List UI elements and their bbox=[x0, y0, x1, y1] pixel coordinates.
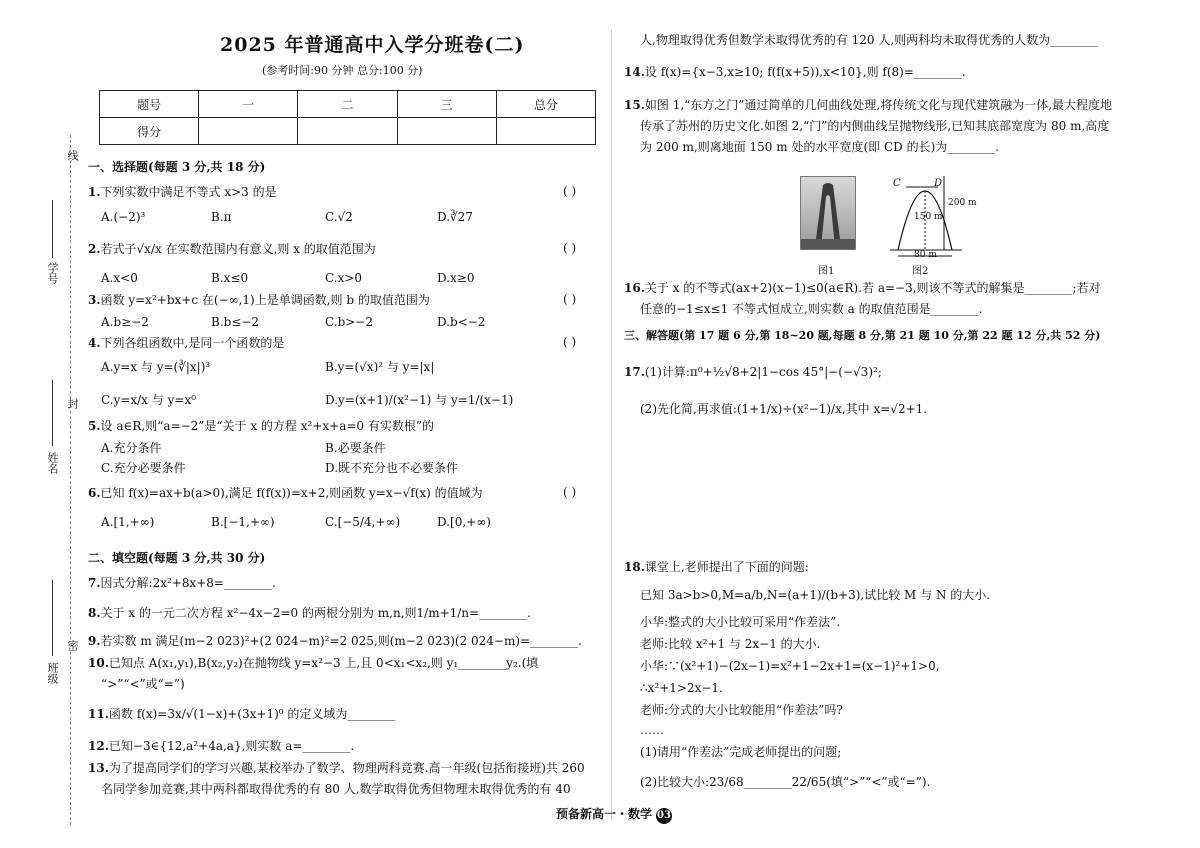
q18-line-7: 老师:分式的大小比较能用“作差法”吗? bbox=[640, 703, 843, 717]
q2-text: 若式子√x/x 在实数范围内有意义,则 x 的取值范围为 bbox=[100, 242, 376, 256]
q5-text: 设 a∈R,则“a=−2”是“关于 x 的方程 x²+x+a=0 有实数根”的 bbox=[100, 419, 434, 433]
q13-continued-2: 人,物理取得优秀但数学未取得优秀的有 120 人,则两科均未取得优秀的人数为________ bbox=[640, 33, 1099, 47]
q1-option-d[interactable]: D.∛27 bbox=[437, 210, 473, 224]
q10-text: 已知点 A(x₁,y₁),B(x₂,y₂)在抛物线 y=x²−3 上,且 0<x₁<x₂,则 y₁________y₂.(填 bbox=[108, 656, 539, 670]
figure2-caption: 图2 bbox=[912, 266, 929, 277]
q10-number: 10. bbox=[88, 656, 109, 670]
q4-stem bbox=[88, 335, 284, 351]
table-cell: 总分 bbox=[496, 91, 595, 118]
score-input-cell[interactable] bbox=[496, 118, 595, 145]
score-input-cell[interactable] bbox=[298, 118, 397, 145]
q3-option-b[interactable]: B.b≤−2 bbox=[211, 315, 260, 329]
q6-text: 已知 f(x)=ax+b(a>0),满足 f(f(x))=x+2,则函数 y=x−√f(x) 的值域为 bbox=[100, 486, 483, 500]
table-cell: 题号 bbox=[100, 91, 199, 118]
q4-number: 4. bbox=[88, 336, 101, 350]
q15-number: 15. bbox=[624, 98, 645, 112]
figure1-caption: 图1 bbox=[818, 266, 835, 277]
q18-line-10: (2)比较大小:23/68________22/65(填“>”“<”或“=”). bbox=[640, 775, 931, 789]
q16-text: 关于 x 的不等式(ax+2)(x−1)≤0(a∈R).若 a=−3,则该不等式的解集是________;若对 bbox=[644, 281, 1101, 295]
class-field[interactable] bbox=[52, 580, 53, 656]
q15-continued-2: 为 200 m,则离地面 150 m 处的水平宽度(即 CD 的长)为________. bbox=[640, 140, 1000, 154]
q4-text: 下列各组函数中,是同一个函数的是 bbox=[100, 336, 285, 350]
section2-heading: 二、填空题(每题 3 分,共 30 分) bbox=[88, 551, 266, 565]
q17-part1-text: (1)计算:π⁰+½√8+2|1−cos 45°|−(−√3)²; bbox=[644, 365, 882, 379]
bind-mark-mi: 密 bbox=[66, 640, 79, 651]
q6-option-b[interactable]: B.[−1,+∞) bbox=[211, 515, 275, 529]
q8-number: 8. bbox=[88, 606, 101, 620]
q18-number: 18. bbox=[624, 560, 645, 574]
column-divider bbox=[611, 30, 612, 820]
q2-option-a[interactable]: A.x<0 bbox=[101, 271, 138, 285]
q7-number: 7. bbox=[88, 576, 101, 590]
fig2-label-d: D bbox=[934, 178, 943, 189]
fig2-label-base: 80 m bbox=[914, 250, 937, 260]
q18-line-9: (1)请用“作差法”完成老师提出的问题; bbox=[640, 745, 842, 759]
q3-answer-paren[interactable]: ( ) bbox=[563, 292, 577, 306]
score-input-cell[interactable] bbox=[397, 118, 496, 145]
page-subtitle: (参考时间:90 分钟 总分:100 分) bbox=[262, 64, 423, 77]
q1-stem bbox=[88, 184, 277, 200]
q6-number: 6. bbox=[88, 486, 101, 500]
q9 bbox=[88, 633, 582, 649]
q17-number: 17. bbox=[624, 365, 645, 379]
table-cell: 得分 bbox=[100, 118, 199, 145]
fig2-label-mid: 150 m bbox=[914, 212, 943, 222]
q2-option-c[interactable]: C.x>0 bbox=[325, 271, 363, 285]
q18-line-4: 老师:比较 x²+1 与 2x−1 的大小. bbox=[640, 637, 821, 651]
q4-option-d[interactable]: D.y=(x+1)/(x²−1) 与 y=1/(x−1) bbox=[325, 393, 514, 407]
q2-option-b[interactable]: B.x≤0 bbox=[211, 271, 249, 285]
q7-text: 因式分解:2x²+8x+8=________. bbox=[100, 576, 276, 590]
q12-number: 12. bbox=[88, 739, 109, 753]
name-label: 姓名 bbox=[46, 452, 59, 474]
q12 bbox=[88, 738, 354, 754]
q3-option-a[interactable]: A.b≥−2 bbox=[101, 315, 149, 329]
q9-number: 9. bbox=[88, 634, 101, 648]
section1-heading: 一、选择题(每题 3 分,共 18 分) bbox=[88, 160, 266, 174]
page-footer bbox=[556, 805, 672, 824]
q1-option-c[interactable]: C.√2 bbox=[325, 210, 353, 224]
q13 bbox=[88, 760, 585, 776]
q6-stem bbox=[88, 485, 483, 501]
score-input-cell[interactable] bbox=[199, 118, 298, 145]
q16-number: 16. bbox=[624, 281, 645, 295]
q15 bbox=[624, 97, 1112, 113]
fig2-label-height: 200 m bbox=[948, 198, 977, 208]
q17-part1 bbox=[624, 364, 882, 380]
q9-text: 若实数 m 满足(m−2 023)²+(2 024−m)²=2 025,则(m−2 023)(2 024−m)=________. bbox=[100, 634, 582, 648]
q14 bbox=[624, 64, 966, 80]
q18-line-6: ∴x²+1>2x−1. bbox=[640, 681, 723, 695]
q11-text: 函数 f(x)=3x/√(1−x)+(3x+1)⁰ 的定义域为________ bbox=[108, 707, 396, 721]
q1-answer-paren[interactable]: ( ) bbox=[563, 184, 577, 198]
q2-number: 2. bbox=[88, 242, 101, 256]
class-label: 班级 bbox=[46, 662, 59, 684]
footer-text: 预备新高一・数学 bbox=[556, 807, 653, 821]
section3-heading: 三、解答题(第 17 题 6 分,第 18~20 题,每题 8 分,第 21 题 10 分,第 22 题 12 分,共 52 分) bbox=[624, 329, 1101, 342]
table-cell: 一 bbox=[199, 91, 298, 118]
q18-line-1 bbox=[624, 559, 809, 575]
q18-line-8: …… bbox=[640, 723, 664, 737]
q16 bbox=[624, 280, 1101, 296]
score-table bbox=[99, 90, 596, 145]
q1-option-a[interactable]: A.(−2)³ bbox=[101, 210, 146, 224]
q3-text: 函数 y=x²+bx+c 在(−∞,1)上是单调函数,则 b 的取值范围为 bbox=[100, 293, 430, 307]
q12-text: 已知−3∈{12,a²+4a,a},则实数 a=________. bbox=[108, 739, 355, 753]
bind-mark-feng: 封 bbox=[66, 398, 79, 409]
gate-photo-illustration bbox=[801, 177, 855, 249]
q8 bbox=[88, 605, 531, 621]
q1-option-b[interactable]: B.π bbox=[211, 210, 232, 224]
bind-mark-xian: 线 bbox=[66, 150, 79, 161]
q10-continued: “>”“<”或“=”) bbox=[101, 677, 185, 691]
q6-option-a[interactable]: A.[1,+∞) bbox=[101, 515, 155, 529]
q4-option-b[interactable]: B.y=(√x)² 与 y=|x| bbox=[325, 360, 435, 374]
q13-continued: 名同学参加竞赛,其中两科都取得优秀的有 80 人,数学取得优秀但物理未取得优秀的有 40 bbox=[101, 782, 571, 796]
q6-option-d[interactable]: D.[0,+∞) bbox=[437, 515, 491, 529]
page-number-badge: 03 bbox=[656, 808, 672, 824]
q2-stem bbox=[88, 241, 376, 257]
q3-option-c[interactable]: C.b>−2 bbox=[325, 315, 373, 329]
q5-option-d[interactable]: D.既不充分也不必要条件 bbox=[325, 461, 459, 475]
q17-part2: (2)先化简,再求值:(1+1/x)÷(x²−1)/x,其中 x=√2+1. bbox=[640, 402, 928, 416]
q4-answer-paren[interactable]: ( ) bbox=[563, 335, 577, 349]
q3-number: 3. bbox=[88, 293, 101, 307]
q4-option-a[interactable]: A.y=x 与 y=(∛|x|)³ bbox=[101, 360, 211, 374]
q16-continued: 任意的−1≤x≤1 不等式恒成立,则实数 a 的取值范围是________. bbox=[640, 302, 983, 316]
q4-option-c[interactable]: C.y=x/x 与 y=x⁰ bbox=[101, 393, 197, 407]
q15-text: 如图 1,“东方之门”通过简单的几何曲线处理,将传统文化与现代建筑融为一体,最大程度地 bbox=[644, 98, 1113, 112]
q1-text: 下列实数中满足不等式 x>3 的是 bbox=[100, 185, 277, 199]
q13-text: 为了提高同学们的学习兴趣,某校举办了数学、物理两科竞赛.高一年级(包括衔接班)共 260 bbox=[108, 761, 585, 775]
q7 bbox=[88, 575, 276, 591]
page-title: 2025 年普通高中入学分班卷(二) bbox=[220, 34, 525, 56]
q5-option-b[interactable]: B.必要条件 bbox=[325, 441, 386, 455]
q15-continued: 传承了苏州的历史文化.如图 2,“门”的内侧曲线呈抛物线形,已知其底部宽度为 80 m,高度 bbox=[640, 119, 1110, 133]
q2-answer-paren[interactable]: ( ) bbox=[563, 241, 577, 255]
q18-line-2: 已知 3a>b>0,M=a/b,N=(a+1)/(b+3),试比较 M 与 N 的大小. bbox=[640, 588, 991, 602]
q14-text: 设 f(x)={x−3,x≥10; f(f(x+5)),x<10},则 f(8)=________. bbox=[644, 65, 966, 79]
table-cell: 三 bbox=[397, 91, 496, 118]
q11-number: 11. bbox=[88, 707, 109, 721]
q3-option-d[interactable]: D.b<−2 bbox=[437, 315, 486, 329]
q5-number: 5. bbox=[88, 419, 101, 433]
q10 bbox=[88, 655, 538, 671]
q2-option-d[interactable]: D.x≥0 bbox=[437, 271, 475, 285]
q18-line-5: 小华:∵(x²+1)−(2x−1)=x²+1−2x+1=(x−1)²+1>0, bbox=[640, 659, 940, 673]
q13-number: 13. bbox=[88, 761, 109, 775]
q5-option-c[interactable]: C.充分必要条件 bbox=[101, 461, 186, 475]
q6-option-c[interactable]: C.[−5/4,+∞) bbox=[325, 515, 401, 529]
q18-line-3: 小华:整式的大小比较可采用“作差法”. bbox=[640, 615, 841, 629]
q3-stem bbox=[88, 292, 430, 308]
q14-number: 14. bbox=[624, 65, 645, 79]
binding-line bbox=[70, 135, 71, 825]
student-id-field[interactable] bbox=[52, 200, 53, 258]
q8-text: 关于 x 的一元二次方程 x²−4x−2=0 的两根分别为 m,n,则1/m+1/n=________. bbox=[100, 606, 531, 620]
q6-answer-paren[interactable]: ( ) bbox=[563, 485, 577, 499]
student-id-label: 学号 bbox=[46, 262, 59, 284]
q11 bbox=[88, 706, 395, 722]
gate-of-orient-photo bbox=[800, 176, 856, 250]
table-cell: 二 bbox=[298, 91, 397, 118]
q18-text: 课堂上,老师提出了下面的问题: bbox=[644, 560, 809, 574]
fig2-label-c: C bbox=[893, 178, 901, 189]
q5-stem bbox=[88, 418, 434, 434]
table-row bbox=[100, 118, 596, 145]
q1-number: 1. bbox=[88, 185, 101, 199]
q5-option-a[interactable]: A.充分条件 bbox=[101, 441, 162, 455]
name-field[interactable] bbox=[52, 380, 53, 446]
table-row bbox=[100, 91, 596, 118]
